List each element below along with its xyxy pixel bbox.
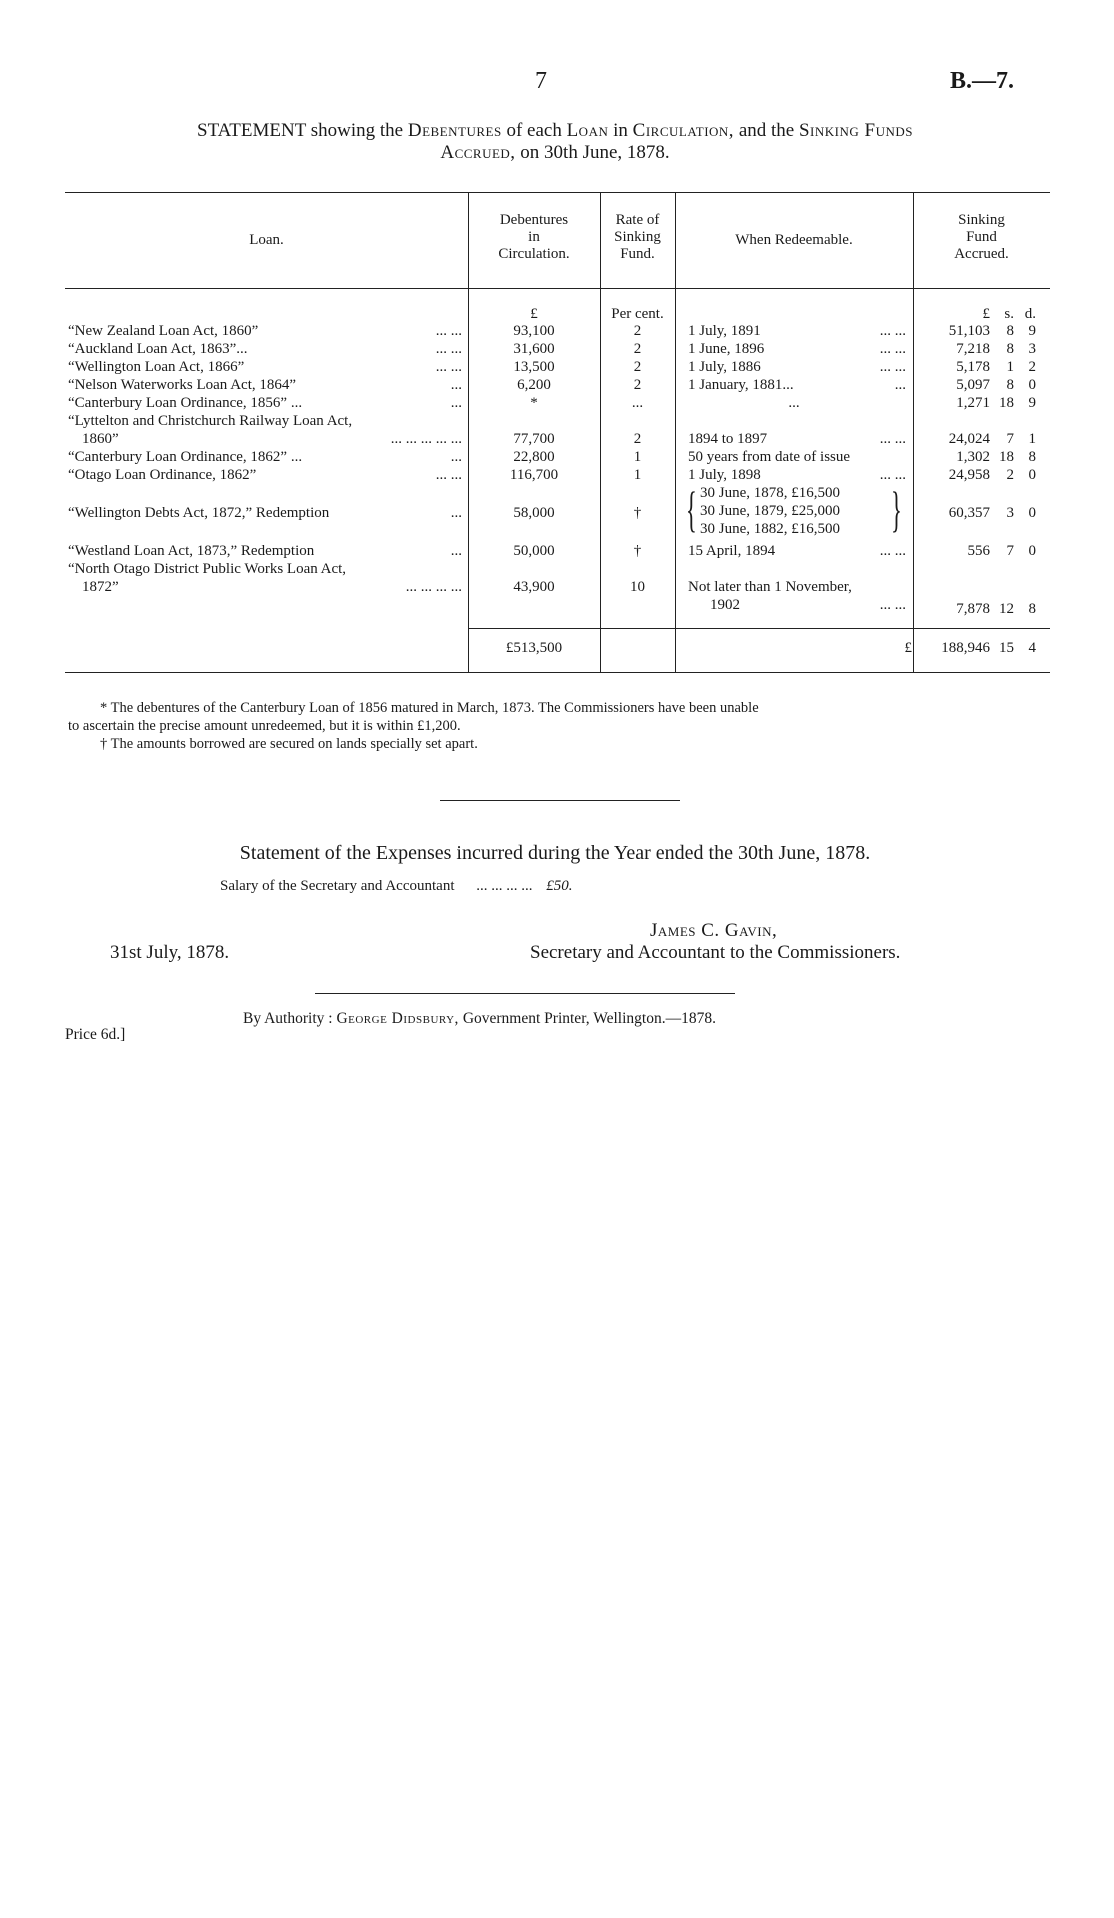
table-row-when-dots: ... ... — [879, 341, 906, 357]
signatory-role: Secretary and Accountant to the Commissioners. — [530, 942, 901, 963]
imprint-by: By Authority : — [243, 1010, 333, 1027]
table-row-shillings: 8 — [1006, 341, 1014, 357]
right-brace-icon: } — [891, 481, 902, 537]
table-row-loan-cont: 1872” — [82, 579, 119, 595]
page-code: B.—7. — [950, 68, 1015, 94]
table-row-shillings: 3 — [1006, 505, 1014, 521]
table-row-loan-dots: ... ... — [435, 359, 462, 375]
table-row-debentures: 93,100 — [513, 323, 555, 339]
table-row-pounds: 556 — [967, 543, 990, 559]
footnote-star-cont: to ascertain the precise amount unredeemed, but it is within £1,200. — [68, 718, 461, 734]
expenses-line — [220, 878, 573, 895]
total-debentures: £513,500 — [505, 640, 563, 656]
table-row-pounds: 7,218 — [956, 341, 990, 357]
table-row-pounds: 1,302 — [956, 449, 990, 465]
table-row-loan-dots: ... — [450, 449, 462, 465]
page-title: STATEMENT showing the Debentures of each Loan in Circulation, and the Sinking Funds Accrued, on 30th June, 1878. — [197, 120, 913, 163]
table-row-when-dots: ... ... — [879, 467, 906, 483]
table-row-when: Not later than 1 November, — [688, 579, 852, 595]
table-row-when-dots: ... ... — [879, 323, 906, 339]
table-row-when: 1 July, 1886 — [688, 359, 761, 375]
table-row-pounds: 5,178 — [956, 359, 990, 375]
table-row-rate: ... — [631, 395, 644, 411]
header-loan: Loan. — [249, 232, 284, 248]
table-row-pence: 0 — [1028, 467, 1036, 483]
table-row-debentures: 13,500 — [513, 359, 555, 375]
table-row-loan: “Lyttelton and Christchurch Railway Loan Act, — [68, 413, 353, 429]
table-row-shillings: 18 — [999, 449, 1014, 465]
table-row-when-dots: ... ... — [879, 431, 906, 447]
price-note: Price 6d.] — [65, 1026, 126, 1043]
table-row-loan-dots: ... — [450, 377, 462, 393]
section-divider — [440, 800, 680, 801]
table-row-when-cont: 1902 — [710, 597, 740, 613]
unit-pound-deb: £ — [530, 306, 538, 322]
table-row-loan: “Wellington Loan Act, 1866” — [68, 359, 245, 375]
table-row-loan-dots: ... ... ... ... — [405, 579, 462, 595]
table-row-pence: 0 — [1028, 543, 1036, 559]
table-row-rate: 2 — [633, 341, 642, 357]
table-row-rate: 1 — [633, 467, 642, 483]
table-row-rate: 10 — [630, 579, 645, 595]
table-row-pence: 1 — [1028, 431, 1036, 447]
table-row-rate: 1 — [633, 449, 642, 465]
table-row-debentures: 77,700 — [513, 431, 555, 447]
table-row-debentures: 43,900 — [513, 579, 555, 595]
table-row-pence: 9 — [1028, 323, 1036, 339]
table-row-loan-dots: ... — [450, 505, 462, 521]
table-row-debentures: * — [530, 395, 538, 411]
table-row-shillings: 2 — [1006, 467, 1014, 483]
table-row-shillings: 7 — [1006, 543, 1014, 559]
table-row-loan: “Auckland Loan Act, 1863”... — [68, 341, 248, 357]
table-total-rule — [468, 628, 1050, 629]
table-row-loan: “New Zealand Loan Act, 1860” — [68, 323, 259, 339]
header-when: When Redeemable. — [735, 232, 853, 248]
table-row-rate: 2 — [633, 431, 642, 447]
table-row-when: 1 July, 1891 — [688, 323, 761, 339]
unit-pence: d. — [1024, 306, 1036, 322]
signature-date: 31st July, 1878. — [110, 942, 230, 963]
table-row-debentures: 22,800 — [513, 449, 555, 465]
table-top-rule — [65, 192, 1050, 193]
table-row-pounds: 7,878 — [956, 601, 990, 617]
expenses-title: Statement of the Expenses incurred during the Year ended the 30th June, 1878. — [239, 842, 871, 864]
table-row-when-dots: ... ... — [879, 597, 906, 613]
expenses-amount: £50. — [546, 878, 573, 894]
table-row-when: 1 January, 1881... — [688, 377, 794, 393]
table-row-when-multi: 30 June, 1882, £16,500 — [700, 521, 840, 537]
imprint-rest: Government Printer, Wellington.—1878. — [462, 1010, 716, 1027]
expenses-label: Salary of the Secretary and Accountant — [220, 878, 455, 894]
table-bottom-rule — [65, 672, 1050, 673]
table-row-when-multi: 30 June, 1878, £16,500 — [700, 485, 840, 501]
unit-per-cent: Per cent. — [611, 306, 664, 322]
imprint-divider — [315, 993, 735, 994]
table-row-loan-dots: ... ... — [435, 341, 462, 357]
table-row-pence: 2 — [1028, 359, 1036, 375]
table-row-rate: † — [633, 505, 642, 521]
table-row-when-dots: ... — [894, 377, 906, 393]
table-row-loan-dots: ... ... — [435, 323, 462, 339]
table-row-shillings: 12 — [999, 601, 1014, 617]
table-row-pounds: 51,103 — [948, 323, 990, 339]
table-row-rate: 2 — [633, 323, 642, 339]
table-row-loan-dots: ... ... — [435, 467, 462, 483]
footnote-dagger: † The amounts borrowed are secured on lands specially set apart. — [100, 736, 478, 752]
table-row-when-dots: ... ... — [879, 543, 906, 559]
unit-shilling: s. — [1004, 306, 1014, 322]
table-row-loan: “Wellington Debts Act, 1872,” Redemption — [68, 505, 330, 521]
table-row-loan-dots: ... — [450, 543, 462, 559]
table-row-debentures: 116,700 — [509, 467, 559, 483]
table-row-loan: “Canterbury Loan Ordinance, 1862” ... — [68, 449, 303, 465]
table-row-loan: “Otago Loan Ordinance, 1862” — [68, 467, 257, 483]
total-pence: 4 — [1028, 640, 1036, 656]
table-row-when: 1 June, 1896 — [688, 341, 765, 357]
table-row-debentures: 50,000 — [513, 543, 555, 559]
table-row-loan: “Nelson Waterworks Loan Act, 1864” — [68, 377, 297, 393]
imprint-printer: George Didsbury, — [336, 1010, 459, 1027]
total-shillings: 15 — [999, 640, 1014, 656]
table-row-pence: 0 — [1028, 505, 1036, 521]
header-rate: Rate of Sinking Fund. — [614, 212, 661, 262]
table-row-when-multi: 30 June, 1879, £25,000 — [700, 503, 840, 519]
table-row-rate: 2 — [633, 377, 642, 393]
table-row-pence: 9 — [1028, 395, 1036, 411]
header-sinking: Sinking Fund Accrued. — [954, 212, 1009, 262]
table-row-when-dots: ... ... — [879, 359, 906, 375]
table-row-pence: 8 — [1028, 601, 1036, 617]
table-row-rate: † — [633, 543, 642, 559]
table-row-shillings: 8 — [1006, 377, 1014, 393]
table-row-loan: “North Otago District Public Works Loan Act, — [68, 561, 347, 577]
table-row-when: ... — [788, 395, 800, 411]
table-row-pounds: 60,357 — [948, 505, 990, 521]
table-row-debentures: 58,000 — [513, 505, 555, 521]
left-brace-icon: { — [686, 481, 697, 537]
unit-pound: £ — [982, 306, 990, 322]
table-row-pounds: 1,271 — [956, 395, 990, 411]
table-row-loan-dots: ... — [450, 395, 462, 411]
col-divider-3 — [675, 192, 676, 672]
table-row-loan-dots: ... ... ... ... ... — [390, 431, 462, 447]
table-row-pence: 3 — [1028, 341, 1036, 357]
table-row-loan: “Westland Loan Act, 1873,” Redemption — [68, 543, 315, 559]
signatory-name: James C. Gavin, — [650, 920, 778, 941]
page-number: 7 — [535, 68, 547, 94]
table-row-pence: 0 — [1028, 377, 1036, 393]
table-row-pounds: 24,024 — [948, 431, 990, 447]
table-header-rule — [65, 288, 1050, 289]
table-row-rate: 2 — [633, 359, 642, 375]
total-pound-sign: £ — [904, 640, 912, 656]
table-row-when: 1894 to 1897 — [688, 431, 768, 447]
printer-imprint — [243, 1010, 716, 1028]
table-row-pence: 8 — [1028, 449, 1036, 465]
table-row-pounds: 5,097 — [956, 377, 990, 393]
table-row-shillings: 18 — [999, 395, 1014, 411]
footnote-star: * The debentures of the Canterbury Loan of 1856 matured in March, 1873. The Commissioners have been unable — [100, 700, 759, 716]
table-row-shillings: 7 — [1006, 431, 1014, 447]
table-row-debentures: 31,600 — [513, 341, 555, 357]
table-row-loan-cont: 1860” — [82, 431, 119, 447]
total-pounds: 188,946 — [941, 640, 990, 656]
table-row-when: 15 April, 1894 — [688, 543, 776, 559]
table-row-shillings: 1 — [1006, 359, 1014, 375]
table-row-when: 1 July, 1898 — [688, 467, 761, 483]
table-row-debentures: 6,200 — [517, 377, 551, 393]
table-row-pounds: 24,958 — [948, 467, 990, 483]
table-row-shillings: 8 — [1006, 323, 1014, 339]
table-row-when: 50 years from date of issue — [688, 449, 851, 465]
header-debentures: Debentures in Circulation. — [498, 212, 570, 262]
expenses-dots: ... ... ... ... — [476, 878, 533, 894]
table-row-loan: “Canterbury Loan Ordinance, 1856” ... — [68, 395, 303, 411]
